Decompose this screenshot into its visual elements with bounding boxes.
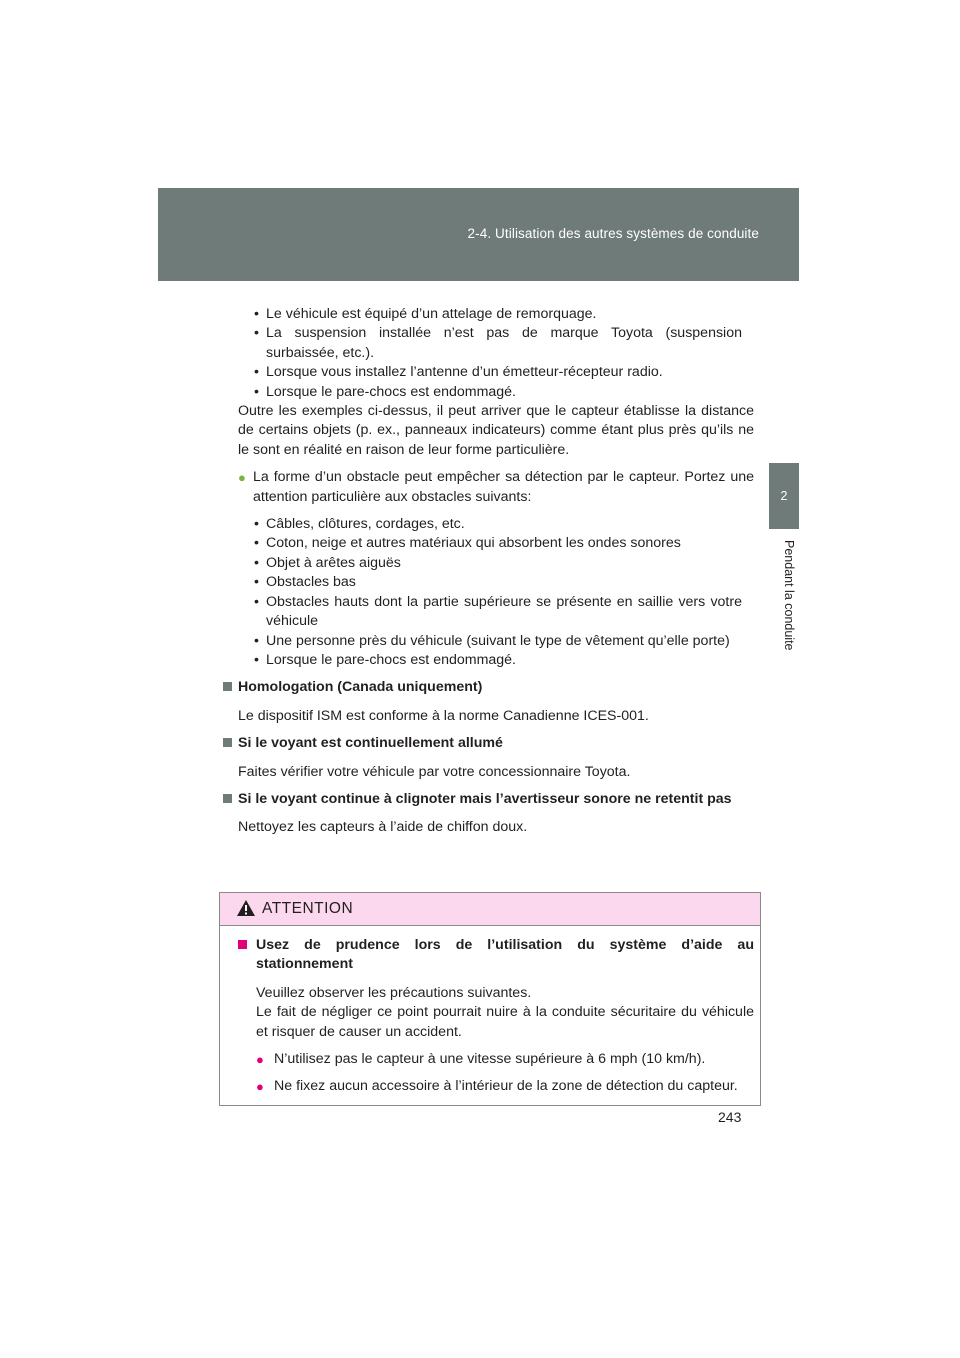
section-heading: Si le voyant continue à clignoter mais l’avertisseur sonore ne retentit pas bbox=[223, 790, 754, 809]
page-number: 243 bbox=[718, 1109, 742, 1125]
warning-item: ● N’utilisez pas le capteur à une vitesse supérieure à 6 mph (10 km/h). bbox=[238, 1050, 754, 1069]
list-item: • Lorsque vous installez l’antenne d’un émetteur-récepteur radio. bbox=[238, 363, 754, 382]
section-title: 2-4. Utilisation des autres systèmes de conduite bbox=[467, 226, 759, 241]
section-body: Nettoyez les capteurs à l’aide de chiffon doux. bbox=[238, 819, 528, 836]
warning-text: Veuillez observer les précautions suivantes. Le fait de négliger ce point pourrait nuire à la conduite sécuritaire du véhicule et risquer de causer un accident. bbox=[256, 984, 754, 1040]
square-bullet-icon bbox=[223, 738, 232, 747]
warning-title: ATTENTION bbox=[262, 900, 354, 917]
square-bullet-icon bbox=[238, 940, 247, 949]
dot-item-text: La forme d’un obstacle peut empêcher sa détection par le capteur. Portez une attention particulière aux obstacles suivants: bbox=[253, 469, 754, 505]
pink-dot-icon: ● bbox=[256, 1052, 264, 1068]
dot-item bbox=[238, 468, 754, 507]
section-body: Faites vérifier votre véhicule par votre concessionnaire Toyota. bbox=[238, 763, 631, 780]
chapter-label: Pendant la conduite bbox=[782, 540, 796, 651]
list-item: • Câbles, clôtures, cordages, etc. bbox=[238, 515, 754, 534]
list-item: • Lorsque le pare-chocs est endommagé. bbox=[238, 383, 754, 402]
square-bullet-icon bbox=[223, 682, 232, 691]
pink-dot-icon: ● bbox=[256, 1079, 264, 1095]
conditions-list bbox=[238, 305, 754, 402]
list-item: • Coton, neige et autres matériaux qui absorbent les ondes sonores bbox=[238, 534, 754, 553]
section-heading: Homologation (Canada uniquement) bbox=[223, 678, 754, 697]
warning-header bbox=[220, 893, 760, 926]
square-bullet-icon bbox=[223, 794, 232, 803]
list-item: • Obstacles bas bbox=[238, 573, 754, 592]
chapter-tab: 2 bbox=[769, 463, 799, 529]
warning-heading: Usez de prudence lors de l’utilisation du système d’aide au stationnement bbox=[238, 936, 754, 975]
list-item: • Lorsque le pare-chocs est endommagé. bbox=[238, 651, 754, 670]
obstacles-list bbox=[238, 515, 754, 670]
warning-box bbox=[219, 892, 761, 1106]
main-content bbox=[238, 305, 754, 838]
warning-item: ● Ne fixez aucun accessoire à l’intérieur de la zone de détection du capteur. bbox=[238, 1077, 754, 1096]
list-item: • Obstacles hauts dont la partie supérieure se présente en saillie vers votre véhicule bbox=[238, 593, 754, 632]
list-item: • La suspension installée n’est pas de marque Toyota (suspension surbaissée, etc.). bbox=[238, 324, 754, 363]
section-body: Le dispositif ISM est conforme à la norme Canadienne ICES-001. bbox=[238, 707, 649, 724]
list-item: • Le véhicule est équipé d’un attelage de remorquage. bbox=[238, 305, 754, 324]
list-item: • Une personne près du véhicule (suivant le type de vêtement qu’elle porte) bbox=[238, 632, 754, 651]
paragraph: Outre les exemples ci-dessus, il peut arriver que le capteur établisse la distance de certains objets (p. ex., panneaux indicateurs) comme étant plus près qu’ils ne le sont en réalité en raison de leur forme particulière. bbox=[238, 403, 754, 458]
warning-body bbox=[220, 926, 760, 1097]
section-heading: Si le voyant est continuellement allumé bbox=[223, 734, 754, 753]
green-dot-icon: ● bbox=[238, 470, 246, 486]
header-band bbox=[158, 188, 799, 281]
warning-triangle-icon bbox=[236, 899, 256, 917]
list-item: • Objet à arêtes aiguës bbox=[238, 554, 754, 573]
